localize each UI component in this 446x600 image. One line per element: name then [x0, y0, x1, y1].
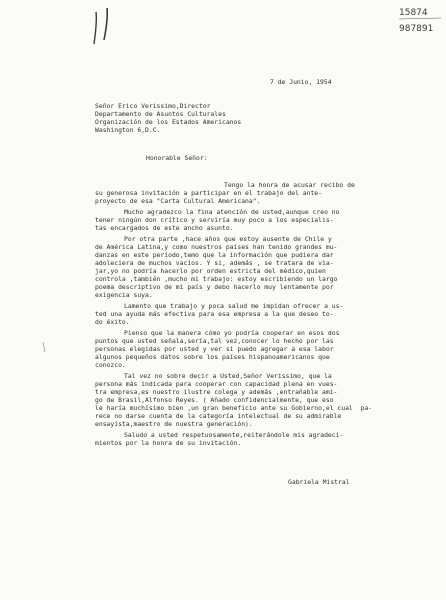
body-line: exigencia suya. — [95, 291, 153, 299]
body-line: su generosa invitación a participar en el trabajo del ante- — [95, 189, 323, 197]
address-line-3: Organización de los Estados Americanos — [95, 118, 242, 126]
body-line: danzas en este período,temo que la información que pudiera dar — [95, 251, 334, 259]
body-line: mientos por la honra de su invitación. — [95, 439, 242, 447]
pen-stroke-2 — [104, 8, 107, 40]
body-line: conozco. — [95, 361, 126, 369]
body-line: le haría muchísimo bien ,un gran beneficio ante su Gobierno,el cual pa- — [95, 404, 373, 412]
letter-date: 7 de Junio, 1954 — [270, 78, 332, 86]
body-line: ensayista,maestro de nuestra generación). — [95, 420, 253, 428]
body-line: tra empresa,es nuestro ilustre colega y además ,entrañable ami- — [95, 388, 338, 396]
salutation: Honorable Señor: — [146, 154, 208, 162]
body-line: tas encargados de este ancho asunto. — [95, 224, 234, 232]
address-line-4: Washington 6,D.C. — [95, 126, 161, 134]
body-line: ted una ayuda más efectiva para esa empresa a la que deseo to- — [95, 310, 334, 318]
body-line: Saludo a usted respetuosamente,reiterándole mis agradeci- — [124, 431, 344, 439]
signature: Gabriela Mistral — [288, 478, 350, 486]
body-line: go de Brasil,Alfonso Reyes. ( Añado confidencialmente, que eso — [95, 396, 334, 404]
body-line: proyecto de esa "Carta Cultural Americana". — [95, 197, 261, 205]
body-line: personas elegidas por usted y ver si puedo agregar a esa labor — [95, 345, 334, 353]
body-line: poema descriptivo de mi país y debo hacerlo muy lentamente por — [95, 283, 334, 291]
address-line-2: Departamento de Asuntos Culturales — [95, 110, 226, 118]
body-line: puntos que usted señala,sería,tal vez,conocer lo hecho por las — [95, 337, 334, 345]
body-line: Por otra parte ,hace años que estoy ausente de Chile y — [124, 235, 332, 243]
ref-underline — [399, 18, 441, 19]
body-line: tener ningún don crítico y serviría muy poco a los especialis- — [95, 216, 334, 224]
body-line: algunos pequeños datos sobre los países hispanoamericanos que — [95, 353, 330, 361]
body-line: Lamento que trabajo y poca salud me impidan ofrecer a us- — [124, 302, 344, 310]
body-line: controla ,también ,mucho mi trabajo: estoy escribiendo un largo — [95, 275, 338, 283]
pen-stroke-1 — [94, 12, 96, 44]
body-line: Mucho agradezco la fina atención de usted,aunque creo no — [124, 208, 340, 216]
body-line: adoleciera de muchos vacíos. Y si, además , se tratara de via- — [95, 259, 334, 267]
margin-tick — [43, 342, 45, 352]
body-line: Tengo la honra de acusar recibo de — [224, 181, 355, 189]
body-line: rece no darse cuenta de la categoría intelectual de su admirable — [95, 412, 342, 420]
body-line: persona más indicada para cooperar con capacidad plena en vues- — [95, 380, 338, 388]
body-line: jar,yo no podría hacerlo por orden estricta del médico,quien — [95, 267, 326, 275]
body-line: Pienso que la manera cómo yo podría cooperar en esos dos — [124, 329, 340, 337]
body-line: do éxito. — [95, 318, 130, 326]
body-line: Tal vez no sobre decir a Usted,Señor Verissimo, que la — [124, 372, 332, 380]
body-line: de América Latina,y como nuestros países han tenido grandes mu- — [95, 243, 338, 251]
address-line-1: Señor Erico Verissimo,Director — [95, 102, 211, 110]
archive-reference-1: 15874 — [399, 8, 428, 18]
archive-reference-2: 987891 — [399, 24, 434, 34]
